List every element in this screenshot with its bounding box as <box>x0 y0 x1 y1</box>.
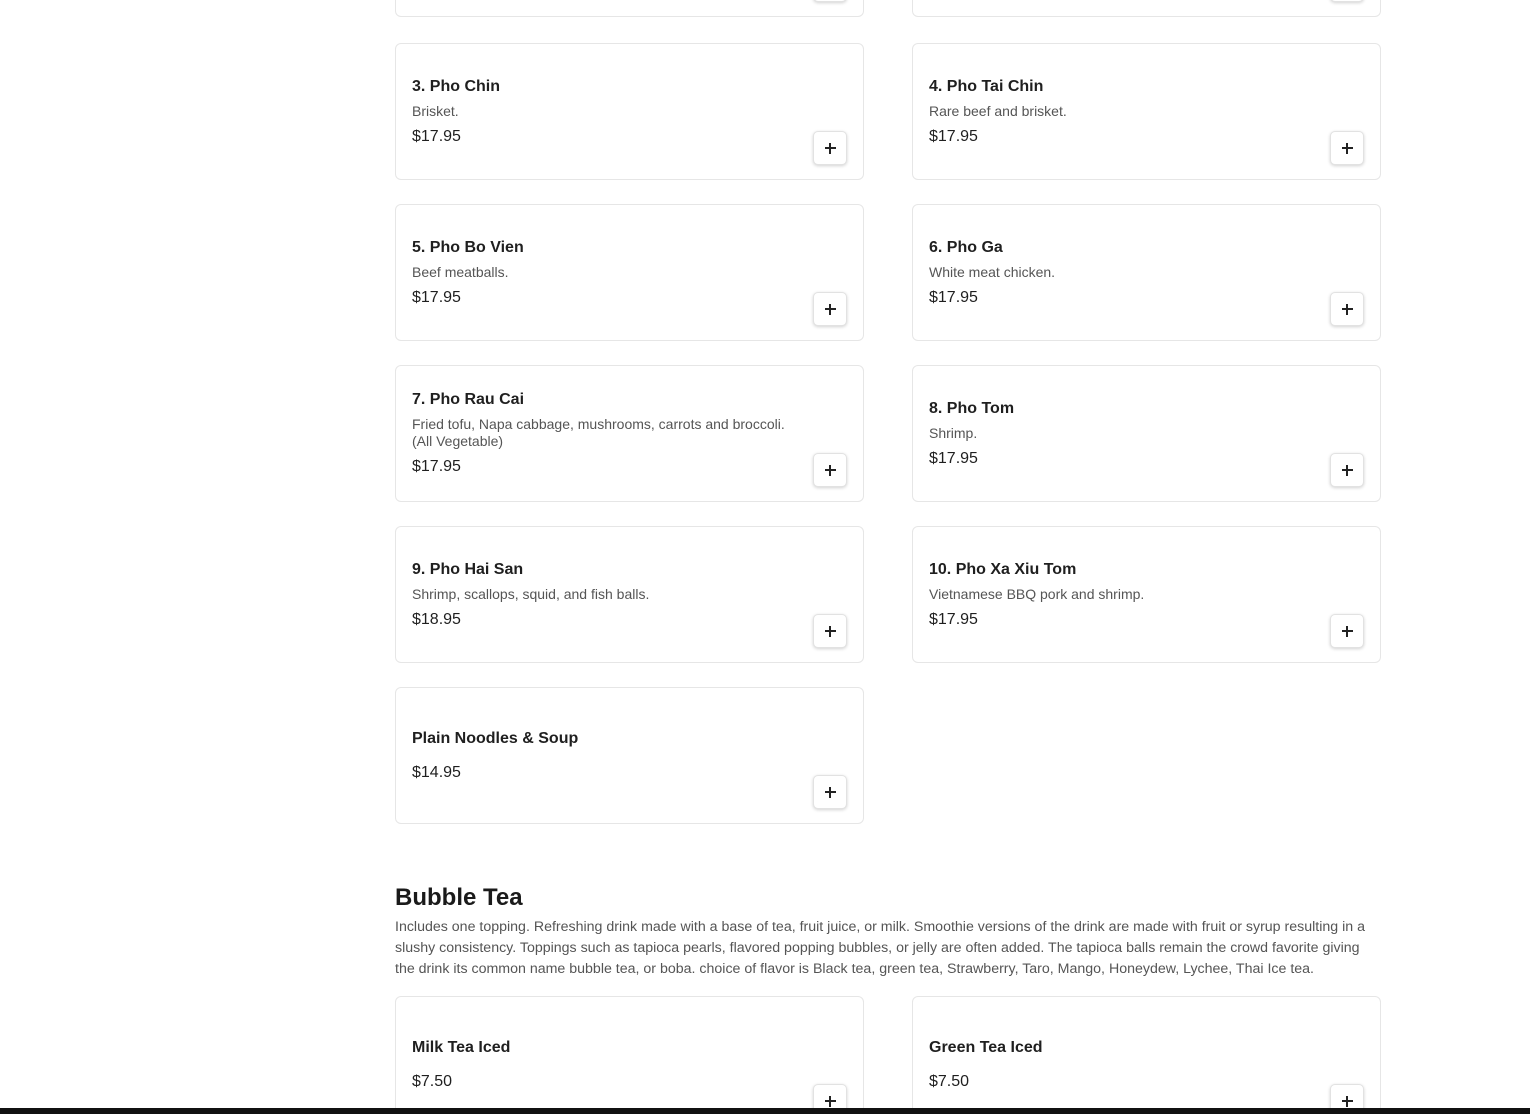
plus-icon <box>825 1096 836 1107</box>
add-item-button[interactable] <box>1330 131 1364 165</box>
plus-icon <box>1342 1096 1353 1107</box>
item-description: Vietnamese BBQ pork and shrimp. <box>929 585 1145 602</box>
item-name: 5. Pho Bo Vien <box>412 238 524 256</box>
menu-item-card[interactable] <box>395 43 864 180</box>
item-price: $17.95 <box>412 288 461 306</box>
plus-icon <box>825 626 836 637</box>
menu-item-card[interactable] <box>912 526 1381 663</box>
menu-item-card[interactable] <box>395 204 864 341</box>
item-price: $17.95 <box>929 288 978 306</box>
add-item-button[interactable] <box>1330 292 1364 326</box>
menu-item-card[interactable] <box>912 43 1381 180</box>
plus-icon <box>1342 465 1353 476</box>
item-price: $17.95 <box>412 458 461 475</box>
item-price: $7.50 <box>929 1072 970 1090</box>
menu-item-card[interactable] <box>395 365 864 502</box>
item-description: Rare beef and brisket. <box>929 102 1067 119</box>
item-price: $17.95 <box>412 127 461 145</box>
bottom-bar <box>0 1108 1530 1114</box>
add-item-button[interactable] <box>813 292 847 326</box>
item-name: Plain Noodles & Soup <box>412 729 579 747</box>
plus-icon <box>825 787 836 798</box>
add-item-button[interactable] <box>813 0 847 2</box>
item-name: 8. Pho Tom <box>929 399 1015 417</box>
item-description: Beef meatballs. <box>412 263 509 280</box>
item-name: Milk Tea Iced <box>412 1038 511 1056</box>
item-price: $18.95 <box>412 610 461 628</box>
plus-icon <box>825 304 836 315</box>
menu-item-card[interactable] <box>395 0 864 17</box>
plus-icon <box>825 143 836 154</box>
item-name: Green Tea Iced <box>929 1038 1043 1056</box>
add-item-button[interactable] <box>813 775 847 809</box>
add-item-button[interactable] <box>813 614 847 648</box>
plus-icon <box>1342 143 1353 154</box>
section-description: Includes one topping. Refreshing drink made with a base of tea, fruit juice, or milk. Smoothie versions of the drink are made with fruit or syrup resulting in a slushy consistency. Toppings such as tapioca pearls, flavored popping bubbles, or jelly are often added. The tapioca balls remain the crowd favorite giving the drink its common name bubble tea, or boba. choice of flavor is Black tea, green tea, Strawberry, Taro, Mango, Honeydew, Lychee, Thai Ice tea. <box>395 919 1365 977</box>
section-title: Bubble Tea <box>395 884 523 911</box>
item-name: 6. Pho Ga <box>929 238 1003 256</box>
item-description: White meat chicken. <box>929 263 1056 280</box>
plus-icon <box>1342 304 1353 315</box>
item-name: 10. Pho Xa Xiu Tom <box>929 560 1077 578</box>
item-name: 4. Pho Tai Chin <box>929 77 1044 95</box>
item-price: $17.95 <box>929 610 978 628</box>
menu-item-card[interactable] <box>395 687 864 824</box>
menu-item-card[interactable] <box>395 526 864 663</box>
menu-item-card[interactable] <box>912 204 1381 341</box>
add-item-button[interactable] <box>1330 614 1364 648</box>
item-name: 7. Pho Rau Cai <box>412 391 525 408</box>
item-price: $14.95 <box>412 763 461 781</box>
item-description: Brisket. <box>412 102 459 119</box>
item-description: Shrimp, scallops, squid, and fish balls. <box>412 585 650 602</box>
plus-icon <box>825 465 836 476</box>
item-description: Fried tofu, Napa cabbage, mushrooms, carrots and broccoli. (All Vegetable) <box>412 416 785 449</box>
menu-item-card[interactable] <box>912 365 1381 502</box>
plus-icon <box>1342 626 1353 637</box>
item-name: 9. Pho Hai San <box>412 560 524 578</box>
menu-item-card[interactable] <box>912 0 1381 17</box>
menu-item-card[interactable] <box>395 996 864 1114</box>
add-item-button[interactable] <box>1330 453 1364 487</box>
add-item-button[interactable] <box>813 453 847 487</box>
add-item-button[interactable] <box>1330 0 1364 2</box>
item-price: $17.95 <box>929 127 978 145</box>
item-price: $17.95 <box>929 449 978 467</box>
add-item-button[interactable] <box>813 131 847 165</box>
item-name: 3. Pho Chin <box>412 77 500 95</box>
item-price: $7.50 <box>412 1072 453 1090</box>
menu-item-card[interactable] <box>912 996 1381 1114</box>
item-description: Shrimp. <box>929 424 978 441</box>
